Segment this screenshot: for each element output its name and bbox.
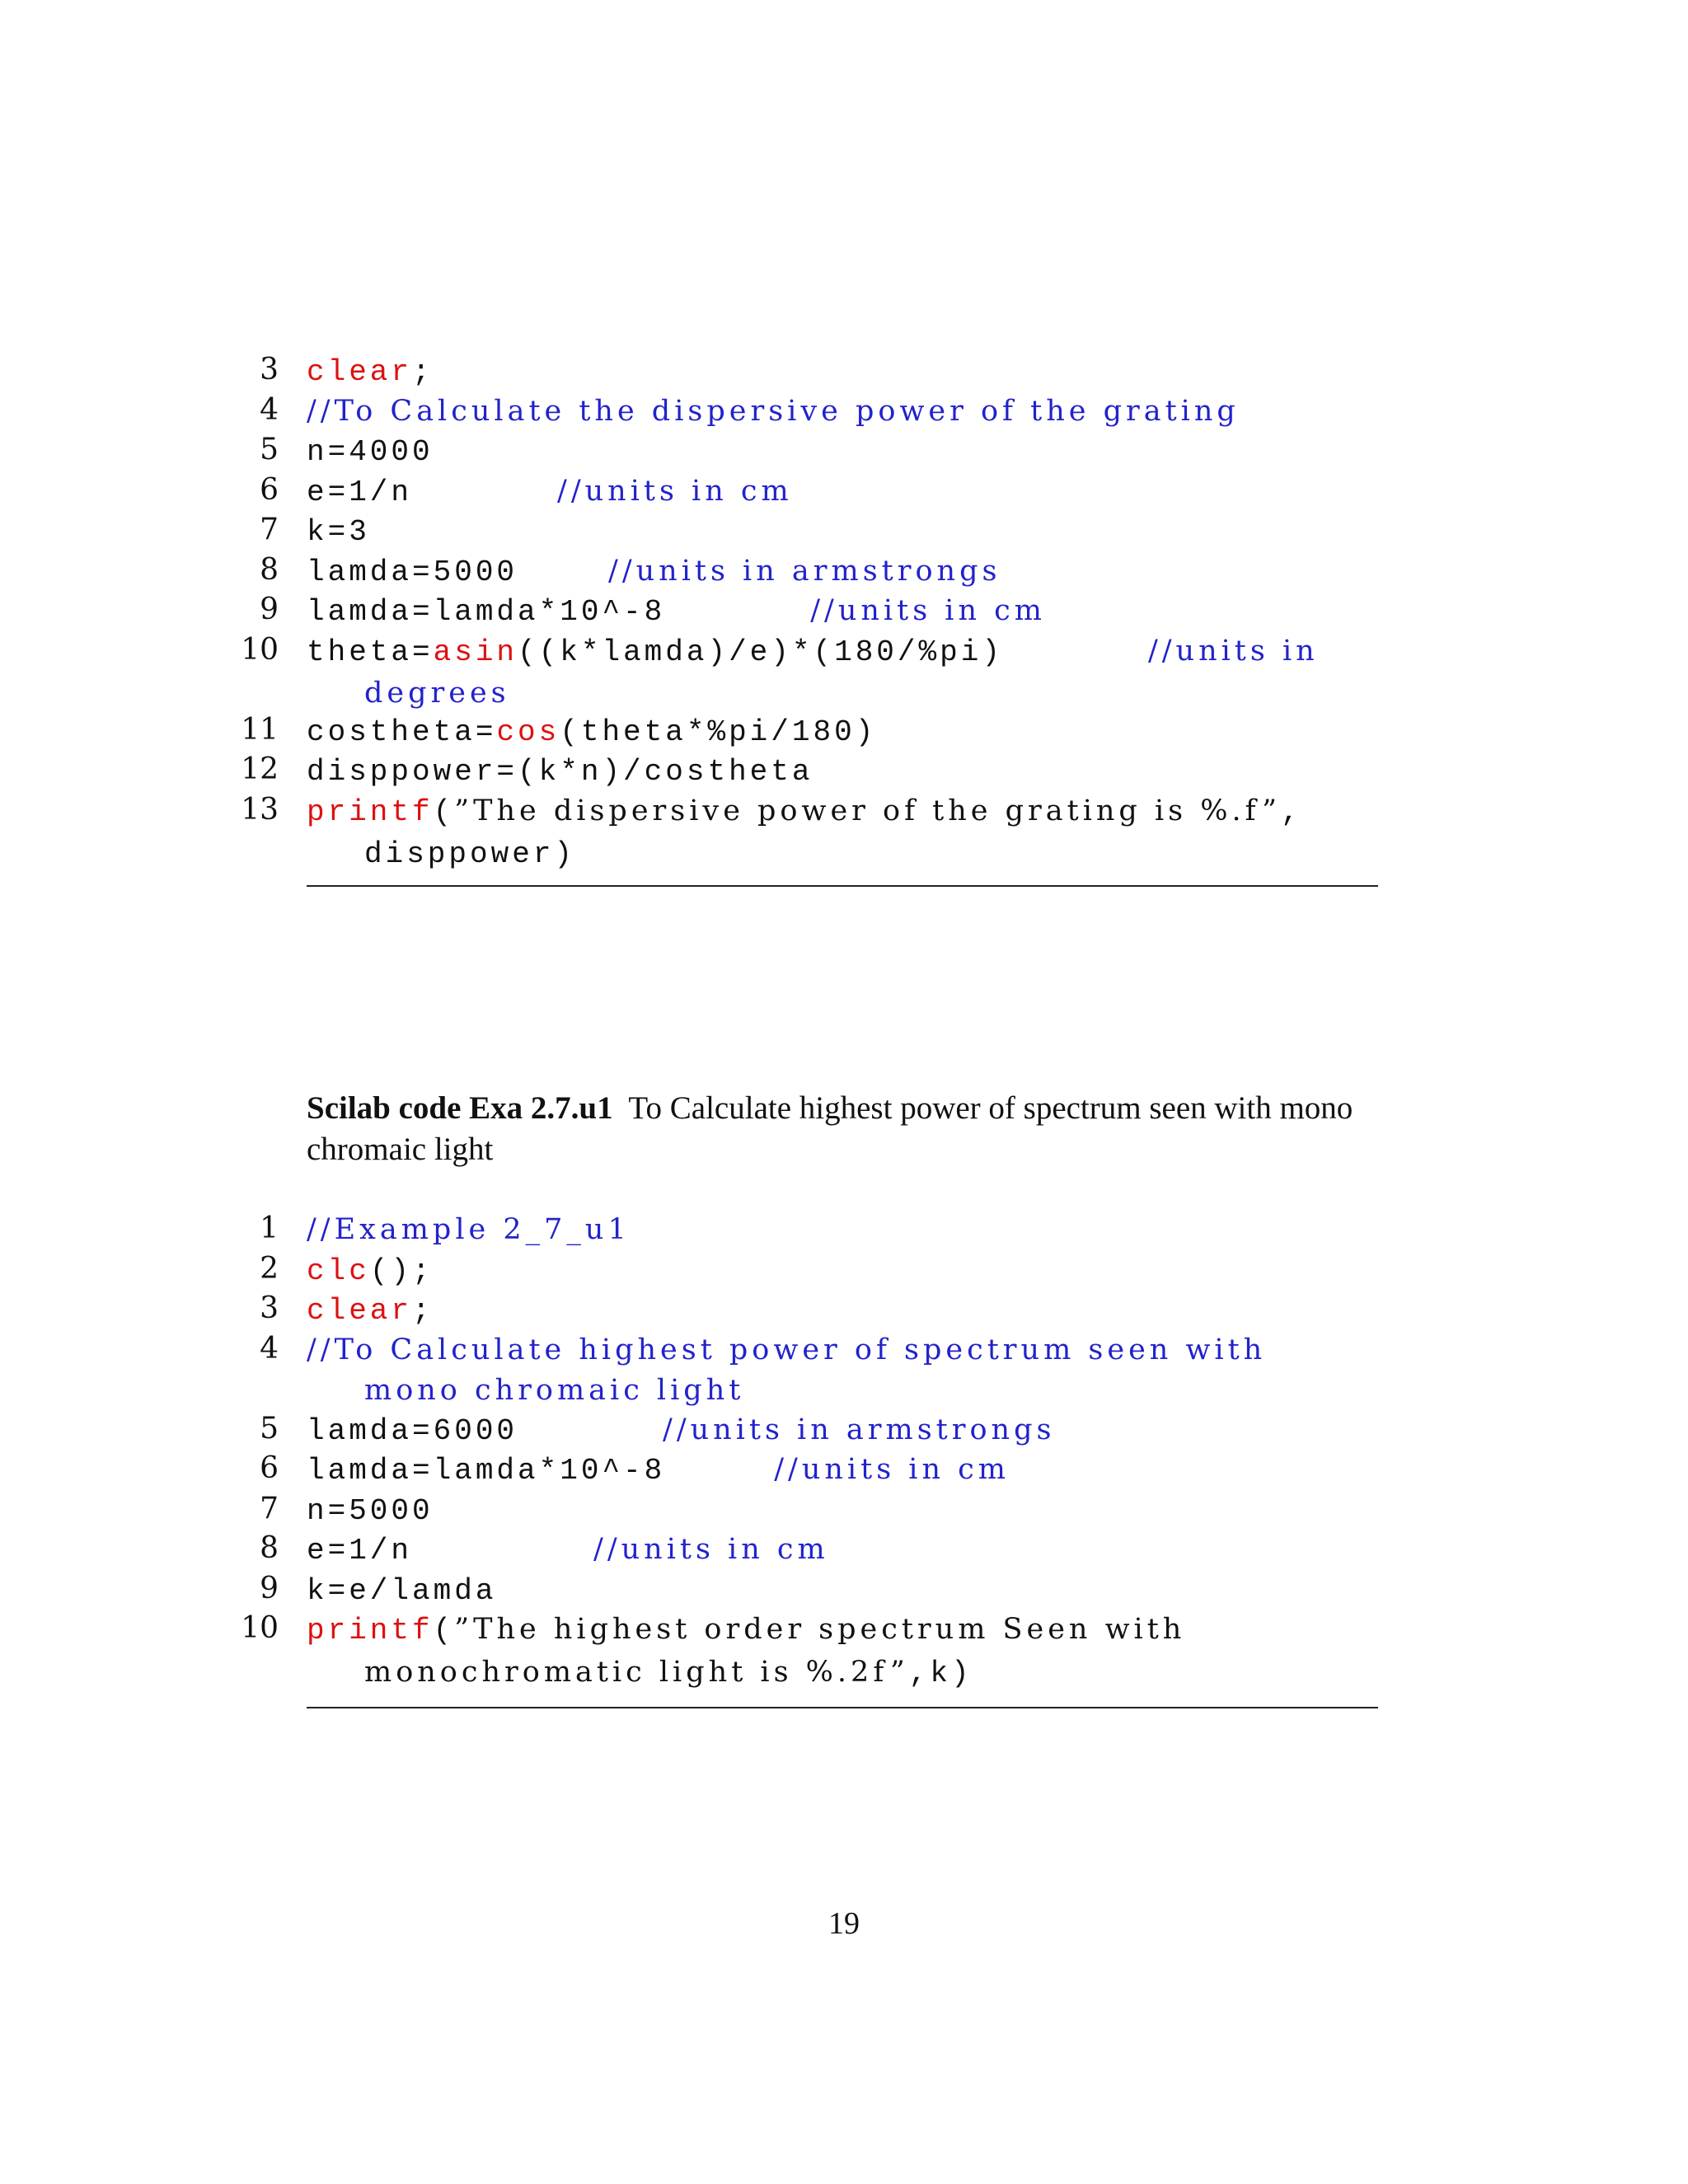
line-number: 4 [260,1331,279,1366]
code-token: lamda=5000 [307,555,518,589]
code-text [307,391,1378,432]
code-token: n=5000 [307,1493,434,1528]
listing-1-bottom-rule [307,885,1378,887]
listing-2-bottom-rule [307,1707,1378,1708]
code-first-line [307,354,434,387]
code-first-line [307,1493,434,1526]
code-text [307,1289,1378,1332]
line-number: 9 [260,593,279,626]
code-keyword: asin [433,635,518,669]
code-token: lamda=lamda*10^-8 [307,1454,666,1488]
code-token: disppower) [364,837,576,871]
code-first-line [307,434,434,469]
code-token: disppower=(k*n)/costheta [307,755,814,789]
code-continuation [307,832,1378,875]
code-keyword: clear [307,355,413,389]
code-first-line [307,513,370,549]
line-number: 3 [260,1291,279,1325]
code-comment: //units in cm [593,1533,829,1566]
code-first-line [307,753,814,789]
code-continuation [307,1370,1378,1411]
code-keyword: cos [496,715,560,749]
line-number: 13 [241,792,279,827]
listing-caption [307,1088,1378,1170]
line-number: 10 [241,632,279,667]
line-number: 11 [241,712,279,747]
code-comment: //units in [1147,634,1319,668]
code-first-line [307,1532,829,1568]
code-token: ( [433,1614,455,1647]
code-token: costheta= [307,715,497,749]
code-token: (); [369,1254,434,1288]
line-number: 1 [260,1212,279,1245]
code-continuation [307,1652,1378,1694]
code-comment: //To Calculate the dispersive power of the grating [307,394,1240,428]
code-token: ; [412,1294,434,1328]
code-first-line [307,554,1001,587]
code-text [307,1329,1378,1411]
code-text [307,1209,1378,1250]
code-token: e=1/n [307,1534,413,1568]
code-token: ((k*lamda)/e)*(180/%pi) [518,635,1003,669]
code-text [307,790,1378,875]
code-first-line [307,1292,434,1328]
line-number: 8 [260,552,279,587]
code-first-line [307,1572,497,1608]
code-comment: //units in cm [557,474,793,508]
line-number: 8 [260,1531,279,1565]
line-number: 5 [260,433,279,466]
code-token: k=3 [307,515,370,549]
code-string: monochromatic light is %.2f” [364,1655,909,1689]
code-token: e=1/n [307,475,413,509]
code-first-line [307,593,1046,629]
code-token: n=4000 [307,435,434,469]
line-number: 12 [241,752,279,786]
code-comment: //units in cm [810,594,1046,627]
code-token: , [1281,794,1302,829]
code-first-line [307,1253,434,1286]
code-keyword: printf [307,794,434,829]
code-text [307,710,1378,753]
line-number: 6 [260,1451,279,1485]
code-keyword: printf [307,1614,434,1647]
code-first-line [307,714,876,747]
line-number: 7 [260,1491,279,1526]
code-keyword: clc [307,1254,370,1288]
code-first-line [307,1452,1010,1488]
code-text [307,1609,1378,1694]
code-token: lamda=6000 [307,1413,518,1448]
code-continuation [307,673,1378,714]
line-number: 10 [241,1611,279,1645]
code-first-line [307,1413,1055,1446]
code-token: ( [433,794,455,829]
line-number: 4 [260,392,279,427]
page-number: 19 [828,1906,860,1941]
code-first-line [307,794,1302,827]
code-comment: //To Calculate highest power of spectrum seen with [307,1333,1267,1366]
code-text [307,1489,1378,1532]
code-token: lamda=lamda*10^-8 [307,595,666,629]
code-comment: //Example 2_7_u1 [307,1213,631,1246]
code-text [307,1449,1378,1492]
code-first-line [307,474,793,507]
line-number: 5 [260,1411,279,1446]
code-first-line [307,1333,1266,1366]
code-comment: //units in cm [774,1453,1010,1486]
code-text [307,551,1378,593]
code-text [307,630,1378,714]
code-first-line [307,1212,631,1245]
code-keyword: clear [307,1294,413,1328]
code-text [307,750,1378,793]
line-number: 6 [260,472,279,507]
code-first-line [307,634,1319,667]
code-comment: degrees [364,677,510,710]
code-comment: //units in armstrongs [608,554,1001,588]
line-number: 3 [260,353,279,387]
code-first-line [307,1612,1185,1645]
line-number: 2 [260,1251,279,1286]
code-token: ; [412,355,434,389]
code-string: ”The highest order spectrum Seen with [454,1613,1186,1646]
code-text [307,350,1378,393]
code-text [307,590,1378,633]
caption-text: To Calculate highest power of spectrum seen with mono chromaic light [307,1090,1353,1167]
line-number: 7 [260,513,279,546]
line-number: 9 [260,1571,279,1605]
code-text [307,471,1378,513]
caption-label: Scilab code Exa 2.7.u1 [307,1090,613,1126]
code-text [307,1249,1378,1292]
code-text [307,1529,1378,1572]
code-token: k=e/lamda [307,1573,497,1608]
code-text [307,510,1378,553]
code-token: (theta*%pi/180) [560,715,877,749]
code-first-line [307,394,1240,427]
code-text [307,1409,1378,1452]
code-text [307,430,1378,473]
code-string: ”The dispersive power of the grating is %.f” [454,794,1282,827]
code-token: ,k) [908,1656,973,1690]
code-comment: mono chromaic light [364,1374,745,1407]
code-token: theta= [307,635,434,669]
code-comment: //units in armstrongs [663,1413,1056,1446]
code-text [307,1569,1378,1612]
